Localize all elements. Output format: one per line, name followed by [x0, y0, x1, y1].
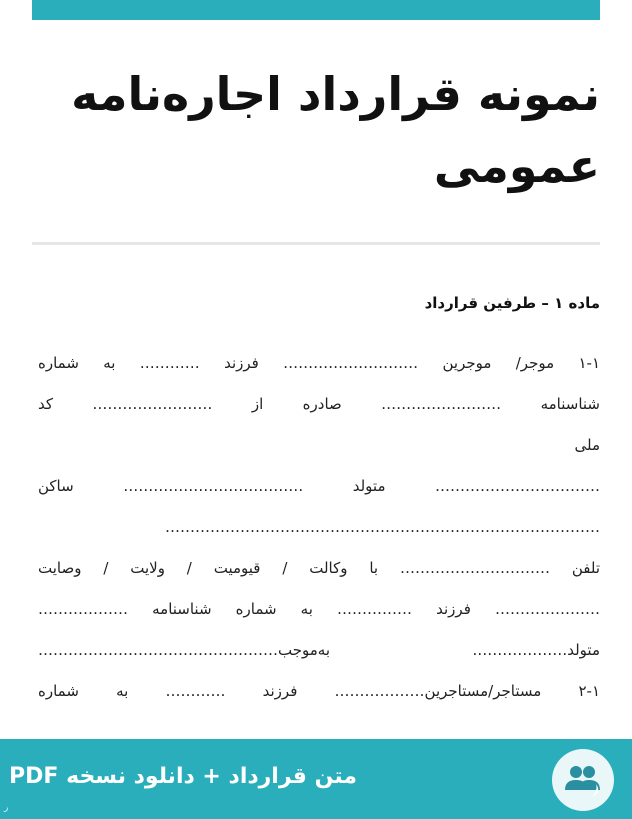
contract-line: …………………………… متولد ……………………………… ساکن	[38, 477, 600, 495]
download-pdf-link[interactable]: متن قرارداد + دانلود نسخه PDF	[9, 764, 357, 789]
footer-mark: ر	[4, 803, 9, 813]
contract-line: تلفن ………………………… با وکالت / قیومیت / ولایت / وصایت	[38, 559, 600, 577]
contract-line: ……………………………………………………………………………	[165, 518, 600, 536]
top-accent-bar	[32, 0, 600, 20]
users-icon	[552, 749, 614, 811]
contract-line: ۱-۱ موجر/ موجرین ……………………… فرزند ………… به شماره	[38, 354, 600, 372]
page-title	[32, 58, 600, 202]
contract-line: ۲-۱ مستاجر/مستاجرین……………… فرزند ………… به شماره	[38, 682, 600, 700]
article-heading: ماده ۱ – طرفین قرارداد	[424, 294, 600, 312]
contract-body	[38, 353, 600, 722]
download-banner[interactable]	[0, 739, 632, 819]
users-icon-graphic	[562, 760, 604, 800]
contract-line: شناسنامه …………………… صادره از …………………… کد	[38, 395, 600, 413]
page-title-line-2: عمومی	[433, 139, 600, 193]
contract-line: ………………… فرزند …………… به شماره شناسنامه ………………	[38, 600, 600, 618]
contract-line: متولد………………. به‌موجب…………………………………………	[38, 641, 600, 659]
contract-line: ملی	[574, 436, 600, 454]
page-title-line-1: نمونه قرارداد اجاره‌نامه	[71, 67, 600, 121]
title-divider	[32, 242, 600, 245]
